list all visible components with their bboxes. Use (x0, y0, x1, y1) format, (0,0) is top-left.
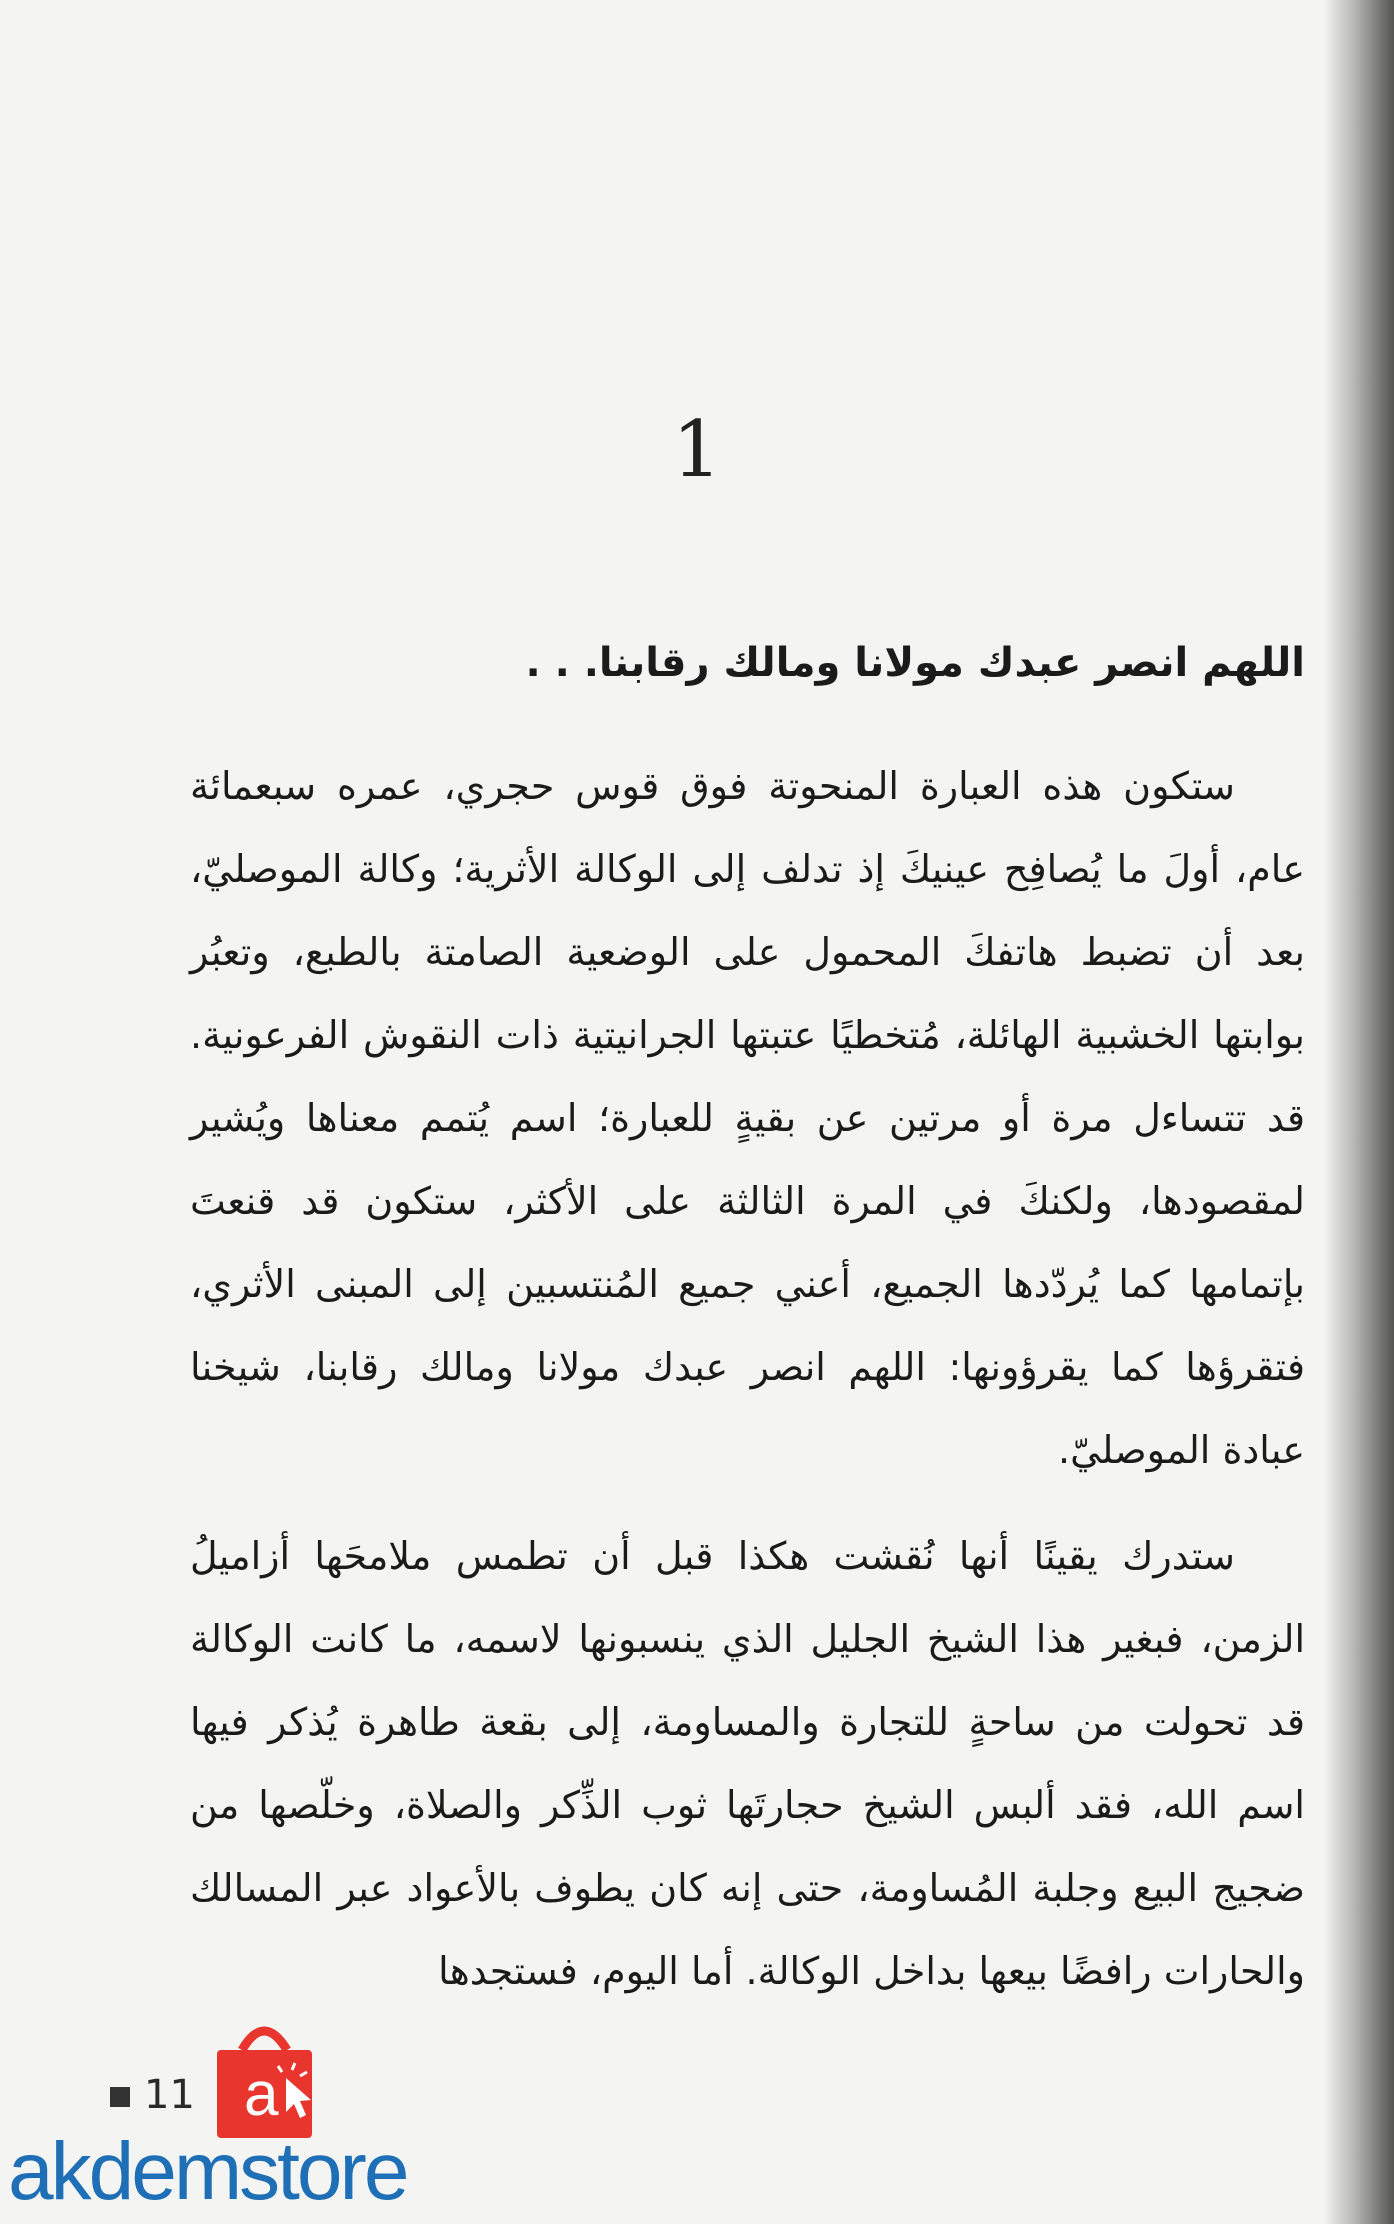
page-number (110, 2072, 195, 2118)
chapter-number: 1 (672, 405, 722, 495)
brand-wordmark: akdemstore (8, 2126, 407, 2217)
paragraph-2: ستدرك يقينًا أنها نُقشت هكذا قبل أن تطمس ملامحَها أزاميلُ الزمن، فبغير هذا الشيخ الجليل الذي ينسبونها لاسمه، ما كانت الوكالة قد تحولت من ساحةٍ للتجارة والمساومة، إلى بقعة طاهرة يُذكر فيها اسم الله، فقد ألبس الشيخ حجارتَها ثوب الذِّكر والصلاة، وخلّصها من ضجيج البيع وجلبة المُساومة، حتى إنه كان يطوف بالأعواد عبر المسالك والحارات رافضًا بيعها بداخل الوكالة. أما اليوم، فستجدها (190, 1534, 1305, 1993)
chapter-heading: اللهم انصر عبدك مولانا ومالك رقابنا. . . (525, 640, 1305, 686)
logo-letter: a (244, 2060, 279, 2129)
book-logo-icon (212, 2020, 317, 2140)
paragraph-1: ستكون هذه العبارة المنحوتة فوق قوس حجري، عمره سبعمائة عام، أولَ ما يُصافِح عينيكَ إذ تدلف إلى الوكالة الأثرية؛ وكالة الموصليّ، بعد أن تضبط هاتفكَ المحمول على الوضعية الصامتة بالطبع، وتعبُر بوابتها الخشبية الهائلة، مُتخطيًا عتبتها الجرانيتية ذات النقوش الفرعونية. قد تتساءل مرة أو مرتين عن بقيةٍ للعبارة؛ اسم يُتمم معناها ويُشير لمقصودها، ولكنكَ في المرة الثالثة على الأكثر، ستكون قد قنعتَ بإتمامها كما يُردّدها الجميع، أعني جميع المُنتسبين إلى المبنى الأثري، فتقرؤها كما يقرؤونها: اللهم انصر عبدك مولانا ومالك رقابنا، شيخنا عبادة الموصليّ. (190, 764, 1305, 1472)
page-edge-shadow (1324, 0, 1394, 2224)
square-marker-icon (110, 2087, 130, 2107)
page-number-text: 11 (144, 2072, 195, 2118)
